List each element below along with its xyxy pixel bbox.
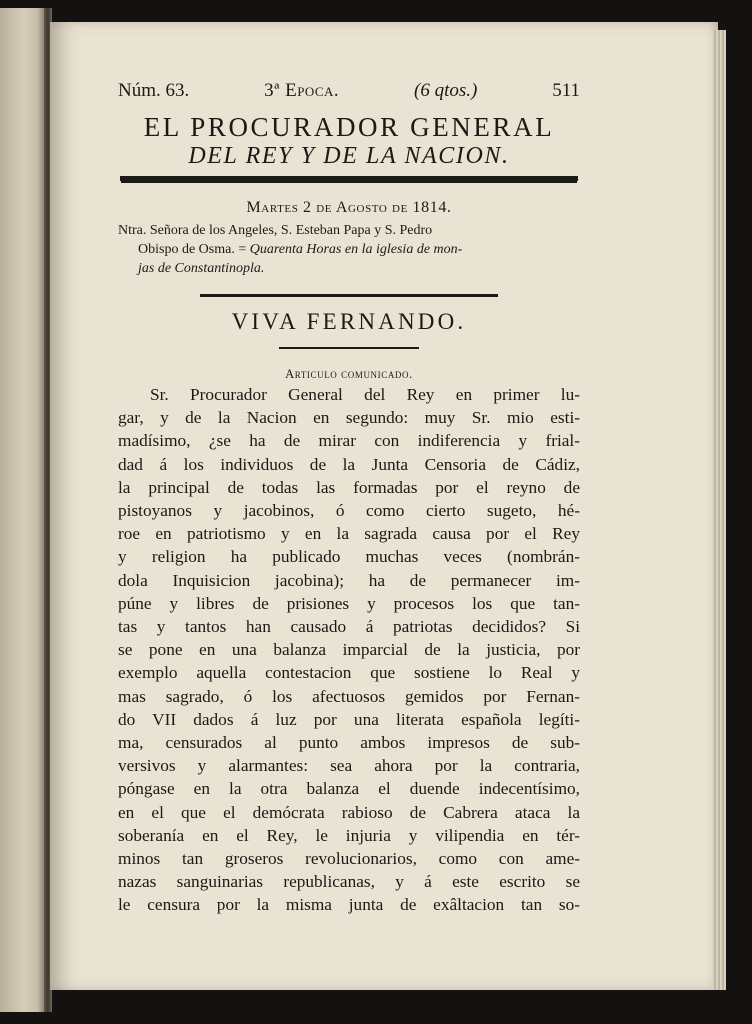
- divider-rule: [200, 294, 498, 297]
- body-line: madísimo, ¿se ha de mirar con indiferencia y frial-: [118, 431, 580, 451]
- masthead-row: [118, 80, 580, 106]
- body-line: le censura por la misma junta de exâltacion tan so-: [118, 895, 580, 915]
- body-line: versivos y alarmantes: sea ahora por la contraria,: [118, 756, 580, 776]
- issue-date: Martes 2 de Agosto de 1814.: [246, 199, 452, 216]
- saints-line-3: jas de Constantinopla.: [138, 261, 265, 276]
- body-line: gar, y de la Nacion en segundo: muy Sr. mio esti-: [118, 408, 580, 428]
- body-line: mas sagrado, ó los afectuosos gemidos por Fernan-: [118, 686, 580, 706]
- saints-line-2: [118, 240, 580, 259]
- saints-line-1: Ntra. Señora de los Angeles, S. Esteban Papa y S. Pedro: [118, 223, 433, 238]
- section-title: Articulo comunicado.: [285, 367, 413, 381]
- body-line: minos tan groseros revolucionarios, como con ame-: [118, 849, 580, 869]
- body-line: la principal de todas las formadas por el reyno de: [118, 477, 580, 497]
- motto: VIVA FERNANDO.: [231, 309, 467, 334]
- body-line: do VII dados á luz por una literata española legíti-: [118, 709, 580, 729]
- article-body: [118, 383, 580, 917]
- price-label: (6 qtos.): [414, 80, 478, 101]
- body-line: exemplo aquella contestacion que sostiene lo Real y: [118, 663, 580, 683]
- saints-line-2a: Obispo de Osma. =: [138, 242, 250, 257]
- left-page-edge: [0, 8, 44, 1012]
- page-number: 511: [552, 80, 580, 101]
- body-line: Sr. Procurador General del Rey en primer lu-: [150, 385, 580, 404]
- saints-line-2b: Quarenta Horas en la iglesia de mon-: [249, 242, 463, 257]
- body-line: soberanía en el Rey, le injuria y vilipendia en tér-: [118, 825, 580, 845]
- body-line: en el que el demócrata rabioso de Cabrera ataca la: [118, 802, 580, 822]
- newspaper-subtitle: DEL REY Y DE LA NACION.: [188, 143, 510, 169]
- body-line: póngase en la otra balanza el duende indecentísimo,: [118, 779, 580, 799]
- body-line: y religion ha publicado muchas veces (nombrán-: [118, 547, 580, 567]
- body-line: pistoyanos y jacobinos, ó como cierto sugeto, hé-: [118, 501, 580, 521]
- body-line: tas y tantos han causado á patriotas decididos? Si: [118, 617, 580, 637]
- page-content: [118, 80, 580, 917]
- motto-rule: [279, 347, 419, 349]
- body-line: ma, censurados al punto ambos impresos de sub-: [118, 733, 580, 753]
- epoch-label: 3ª Epoca.: [264, 80, 340, 101]
- saints-of-day: [118, 221, 580, 278]
- body-line: se pone en una balanza imparcial de la justicia, por: [118, 640, 580, 660]
- masthead-rule: [120, 176, 578, 181]
- body-line: púne y libres de prisiones y procesos los que tan-: [118, 593, 580, 613]
- body-line: dad á los individuos de la Junta Censoria de Cádiz,: [118, 454, 580, 474]
- page-edges: [712, 30, 726, 990]
- newspaper-title: EL PROCURADOR GENERAL: [143, 112, 555, 142]
- body-line: roe en patriotismo y en la sagrada causa por el Rey: [118, 524, 580, 544]
- body-line: dola Inquisicion jacobina); ha de permanecer im-: [118, 570, 580, 590]
- body-line: nazas sanguinarias republicanas, y á este escrito se: [118, 872, 580, 892]
- issue-number: Núm. 63.: [118, 80, 190, 101]
